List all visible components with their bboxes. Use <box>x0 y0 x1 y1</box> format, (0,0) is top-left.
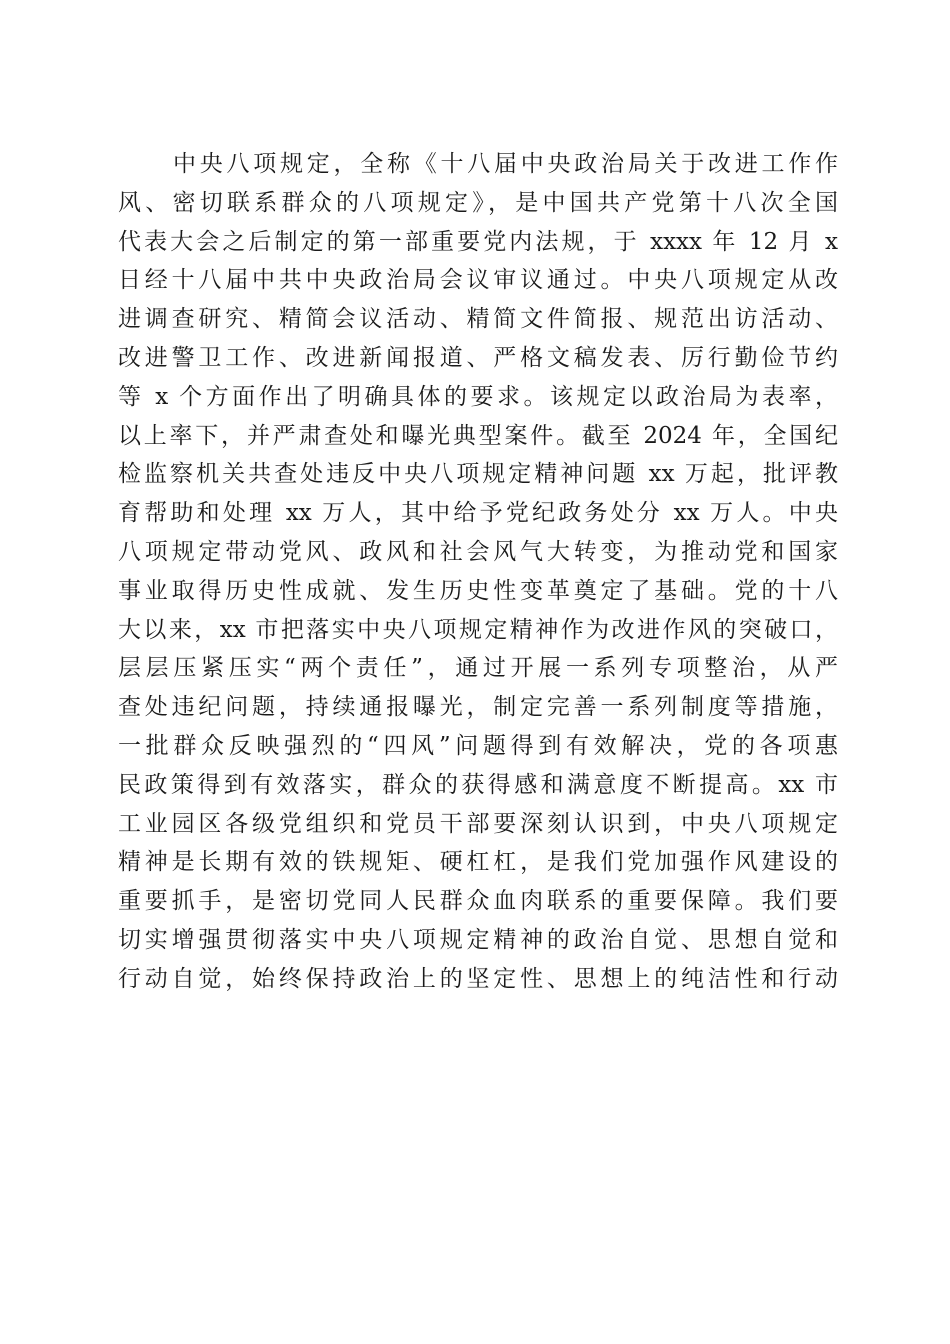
paragraph-line-2: 风、密切联系群众的八项规定》，是中国共产党第十八次全国 <box>118 189 838 216</box>
paragraph-line-14: 层层压紧压实“两个责任”，通过开展一系列专项整治，从严 <box>118 655 838 682</box>
paragraph-line-13: 大以来，xx 市把落实中央八项规定精神作为改进作风的突破口， <box>118 616 838 643</box>
paragraph-line-3: 代表大会之后制定的第一部重要党内法规，于 xxxx 年 12 月 x <box>118 228 838 255</box>
paragraph-line-12: 事业取得历史性成就、发生历史性变革奠定了基础。党的十八 <box>118 577 838 604</box>
paragraph-line-7: 等 x 个方面作出了明确具体的要求。该规定以政治局为表率， <box>118 383 838 410</box>
paragraph-line-5: 进调查研究、精简会议活动、精简文件简报、规范出访活动、 <box>118 306 838 333</box>
paragraph-line-17: 民政策得到有效落实，群众的获得感和满意度不断提高。xx 市 <box>118 771 838 798</box>
paragraph-line-18: 工业园区各级党组织和党员干部要深刻认识到，中央八项规定 <box>118 810 838 837</box>
paragraph-line-6: 改进警卫工作、改进新闻报道、严格文稿发表、厉行勤俭节约 <box>118 344 838 371</box>
paragraph-line-9: 检监察机关共查处违反中央八项规定精神问题 xx 万起，批评教 <box>118 461 838 488</box>
paragraph-line-16: 一批群众反映强烈的“四风”问题得到有效解决，党的各项惠 <box>118 732 838 759</box>
paragraph-line-15: 查处违纪问题，持续通报曝光，制定完善一系列制度等措施， <box>118 694 838 721</box>
body-paragraph <box>118 145 838 999</box>
paragraph-line-21: 切实增强贯彻落实中央八项规定精神的政治自觉、思想自觉和 <box>118 926 838 953</box>
paragraph-line-20: 重要抓手，是密切党同人民群众血肉联系的重要保障。我们要 <box>118 888 838 915</box>
paragraph-line-8: 以上率下，并严肃查处和曝光典型案件。截至 2024 年，全国纪 <box>118 422 838 449</box>
paragraph-line-10: 育帮助和处理 xx 万人，其中给予党纪政务处分 xx 万人。中央 <box>118 500 838 527</box>
paragraph-line-22: 行动自觉，始终保持政治上的坚定性、思想上的纯洁性和行动 <box>118 965 838 992</box>
paragraph-line-4: 日经十八届中共中央政治局会议审议通过。中央八项规定从改 <box>118 267 838 294</box>
paragraph-line-19: 精神是长期有效的铁规矩、硬杠杠，是我们党加强作风建设的 <box>118 849 838 876</box>
paragraph-line-11: 八项规定带动党风、政风和社会风气大转变，为推动党和国家 <box>118 538 838 565</box>
paragraph-line-1: 中央八项规定，全称《十八届中央政治局关于改进工作作 <box>173 151 838 177</box>
